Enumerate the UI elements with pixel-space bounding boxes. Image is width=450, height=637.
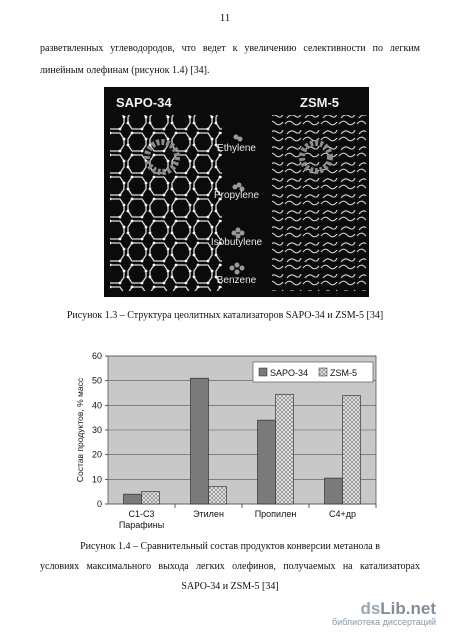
intro-paragraph — [40, 38, 420, 82]
bar-zsm5-3 — [343, 395, 361, 504]
bar-zsm5-2 — [276, 394, 294, 504]
figure-1-4-caption-line-1: Рисунок 1.4 – Сравнительный состав продуктов конверсии метанола в — [80, 541, 380, 552]
y-axis-label: Состав продуктов, % масс — [75, 377, 85, 483]
figure-1-4-caption — [40, 537, 420, 597]
zeolite-structure-figure — [104, 87, 369, 297]
legend-swatch — [319, 368, 327, 376]
x-tick-label: Парафины — [118, 520, 165, 530]
legend-label: SAPO-34 — [270, 368, 309, 378]
zsm5-label: ZSM-5 — [300, 95, 339, 110]
y-tick-label: 50 — [91, 375, 102, 386]
x-tick-label: Этилен — [193, 509, 224, 519]
watermark — [332, 599, 436, 627]
x-tick-label: С1-С3 — [128, 509, 155, 519]
y-tick-label: 0 — [96, 499, 102, 509]
figure-1-3-caption: Рисунок 1.3 – Структура цеолитных катализаторов SAPO-34 и ZSM-5 [34] — [66, 310, 384, 321]
bar-sapo34-3 — [325, 478, 343, 504]
intro-line-1: разветвленных углеводородов, что ведет к увеличению селективности по легким — [40, 43, 420, 54]
figure-1-4-caption-line-3: SAPO-34 и ZSM-5 [34] — [181, 581, 279, 592]
x-tick-label: С4+др — [328, 509, 357, 519]
intro-line-2: линейным олефинам (рисунок 1.4) [34]. — [40, 65, 210, 76]
bar-sapo34-2 — [258, 420, 276, 504]
legend-swatch — [259, 368, 267, 376]
molecule-propylene: Propylene — [213, 190, 260, 201]
molecule-ethylene: Ethylene — [217, 143, 256, 154]
bar-sapo34-1 — [191, 378, 209, 504]
molecule-isobutylene: Isobutylene — [210, 237, 263, 248]
molecule-benzene: Benzene — [216, 275, 257, 286]
x-tick-label: Пропилен — [254, 509, 297, 519]
page-number: 11 — [219, 12, 231, 24]
legend-label: ZSM-5 — [330, 368, 357, 378]
bar-zsm5-1 — [209, 487, 227, 504]
sapo34-label: SAPO-34 — [116, 95, 172, 110]
watermark-brand: dsLib.net — [360, 599, 436, 618]
y-tick-label: 10 — [91, 474, 102, 485]
y-tick-label: 40 — [91, 400, 102, 411]
y-tick-label: 20 — [91, 449, 102, 460]
y-tick-label: 30 — [91, 425, 102, 435]
bar-sapo34-0 — [124, 494, 142, 504]
chart-svg — [70, 348, 386, 538]
y-tick-label: 60 — [91, 351, 102, 361]
figure-1-4-caption-line-2: условиях максимального выхода легких олефинов, получаемых на катализаторах — [40, 561, 420, 572]
watermark-subtitle: библиотека диссертаций — [331, 617, 436, 627]
product-composition-chart — [70, 348, 386, 538]
bar-zsm5-0 — [142, 492, 160, 504]
